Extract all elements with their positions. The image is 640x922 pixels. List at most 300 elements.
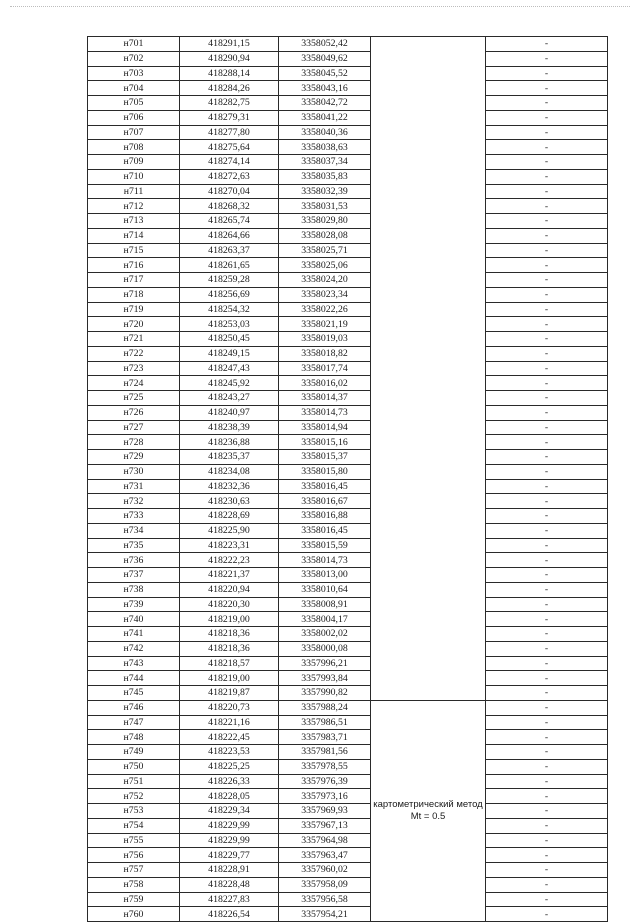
- point-number-cell: н737: [88, 568, 180, 583]
- table-row: [88, 597, 608, 612]
- table-row: [88, 818, 608, 833]
- x-coordinate-cell: 418259,28: [180, 273, 279, 288]
- y-coordinate-cell: 3358040,36: [279, 125, 371, 140]
- empty-value-cell: -: [486, 494, 608, 509]
- x-coordinate-cell: 418254,32: [180, 302, 279, 317]
- empty-value-cell: -: [486, 509, 608, 524]
- table-row: [88, 523, 608, 538]
- empty-value-cell: -: [486, 376, 608, 391]
- y-coordinate-cell: 3358015,16: [279, 435, 371, 450]
- y-coordinate-cell: 3358032,39: [279, 184, 371, 199]
- empty-value-cell: -: [486, 848, 608, 863]
- empty-value-cell: -: [486, 96, 608, 111]
- empty-value-cell: -: [486, 450, 608, 465]
- table-row: [88, 125, 608, 140]
- point-number-cell: н728: [88, 435, 180, 450]
- y-coordinate-cell: 3358052,42: [279, 37, 371, 52]
- table-row: [88, 479, 608, 494]
- y-coordinate-cell: 3358014,37: [279, 391, 371, 406]
- table-row: [88, 494, 608, 509]
- table-row: [88, 538, 608, 553]
- x-coordinate-cell: 418220,94: [180, 582, 279, 597]
- y-coordinate-cell: 3358035,83: [279, 169, 371, 184]
- x-coordinate-cell: 418228,69: [180, 509, 279, 524]
- table-row: [88, 774, 608, 789]
- point-number-cell: н722: [88, 346, 180, 361]
- y-coordinate-cell: 3358016,45: [279, 523, 371, 538]
- x-coordinate-cell: 418268,32: [180, 199, 279, 214]
- table-row: [88, 184, 608, 199]
- y-coordinate-cell: 3357996,21: [279, 656, 371, 671]
- x-coordinate-cell: 418282,75: [180, 96, 279, 111]
- x-coordinate-cell: 418250,45: [180, 332, 279, 347]
- table-row: [88, 287, 608, 302]
- table-row: [88, 656, 608, 671]
- point-number-cell: н759: [88, 892, 180, 907]
- empty-value-cell: -: [486, 745, 608, 760]
- x-coordinate-cell: 418229,77: [180, 848, 279, 863]
- table-row: [88, 317, 608, 332]
- empty-value-cell: -: [486, 892, 608, 907]
- x-coordinate-cell: 418223,31: [180, 538, 279, 553]
- y-coordinate-cell: 3358016,02: [279, 376, 371, 391]
- x-coordinate-cell: 418288,14: [180, 66, 279, 81]
- empty-value-cell: -: [486, 789, 608, 804]
- empty-value-cell: -: [486, 833, 608, 848]
- table-row: [88, 376, 608, 391]
- table-row: [88, 509, 608, 524]
- y-coordinate-cell: 3358025,71: [279, 243, 371, 258]
- point-number-cell: н731: [88, 479, 180, 494]
- empty-value-cell: -: [486, 37, 608, 52]
- y-coordinate-cell: 3357993,84: [279, 671, 371, 686]
- empty-value-cell: -: [486, 228, 608, 243]
- empty-value-cell: -: [486, 51, 608, 66]
- x-coordinate-cell: 418222,23: [180, 553, 279, 568]
- y-coordinate-cell: 3358031,53: [279, 199, 371, 214]
- empty-value-cell: -: [486, 66, 608, 81]
- point-number-cell: н703: [88, 66, 180, 81]
- table-row: [88, 568, 608, 583]
- point-number-cell: н752: [88, 789, 180, 804]
- y-coordinate-cell: 3358016,67: [279, 494, 371, 509]
- table-row: [88, 155, 608, 170]
- empty-value-cell: -: [486, 391, 608, 406]
- y-coordinate-cell: 3358029,80: [279, 214, 371, 229]
- empty-value-cell: -: [486, 273, 608, 288]
- table-row: [88, 464, 608, 479]
- point-number-cell: н743: [88, 656, 180, 671]
- scan-artifact-line: [10, 6, 630, 11]
- empty-value-cell: -: [486, 538, 608, 553]
- empty-value-cell: -: [486, 656, 608, 671]
- table-row: [88, 715, 608, 730]
- method-cell-lower: [371, 700, 486, 921]
- empty-value-cell: -: [486, 612, 608, 627]
- point-number-cell: н741: [88, 627, 180, 642]
- y-coordinate-cell: 3358016,45: [279, 479, 371, 494]
- x-coordinate-cell: 418229,99: [180, 833, 279, 848]
- y-coordinate-cell: 3358004,17: [279, 612, 371, 627]
- point-number-cell: н723: [88, 361, 180, 376]
- empty-value-cell: -: [486, 169, 608, 184]
- table-row: [88, 140, 608, 155]
- y-coordinate-cell: 3358045,52: [279, 66, 371, 81]
- table-row: [88, 361, 608, 376]
- y-coordinate-cell: 3358015,59: [279, 538, 371, 553]
- point-number-cell: н719: [88, 302, 180, 317]
- x-coordinate-cell: 418229,34: [180, 804, 279, 819]
- empty-value-cell: -: [486, 877, 608, 892]
- point-number-cell: н748: [88, 730, 180, 745]
- point-number-cell: н718: [88, 287, 180, 302]
- point-number-cell: н716: [88, 258, 180, 273]
- empty-value-cell: -: [486, 804, 608, 819]
- point-number-cell: н732: [88, 494, 180, 509]
- point-number-cell: н721: [88, 332, 180, 347]
- point-number-cell: н720: [88, 317, 180, 332]
- point-number-cell: н701: [88, 37, 180, 52]
- x-coordinate-cell: 418235,37: [180, 450, 279, 465]
- y-coordinate-cell: 3358025,06: [279, 258, 371, 273]
- x-coordinate-cell: 418219,87: [180, 686, 279, 701]
- point-number-cell: н734: [88, 523, 180, 538]
- coordinates-table-body: [88, 37, 608, 922]
- empty-value-cell: -: [486, 155, 608, 170]
- table-row: [88, 627, 608, 642]
- x-coordinate-cell: 418220,30: [180, 597, 279, 612]
- empty-value-cell: -: [486, 730, 608, 745]
- empty-value-cell: -: [486, 464, 608, 479]
- point-number-cell: н724: [88, 376, 180, 391]
- point-number-cell: н744: [88, 671, 180, 686]
- table-row: [88, 96, 608, 111]
- table-row: [88, 243, 608, 258]
- empty-value-cell: -: [486, 715, 608, 730]
- method-cell-upper: [371, 37, 486, 701]
- table-row: [88, 686, 608, 701]
- y-coordinate-cell: 3358043,16: [279, 81, 371, 96]
- empty-value-cell: -: [486, 243, 608, 258]
- coordinates-table: [87, 36, 608, 922]
- x-coordinate-cell: 418274,14: [180, 155, 279, 170]
- point-number-cell: н740: [88, 612, 180, 627]
- empty-value-cell: -: [486, 553, 608, 568]
- x-coordinate-cell: 418219,00: [180, 671, 279, 686]
- y-coordinate-cell: 3358037,34: [279, 155, 371, 170]
- point-number-cell: н753: [88, 804, 180, 819]
- y-coordinate-cell: 3358010,64: [279, 582, 371, 597]
- y-coordinate-cell: 3357976,39: [279, 774, 371, 789]
- table-row: [88, 730, 608, 745]
- x-coordinate-cell: 418232,36: [180, 479, 279, 494]
- table-row: [88, 169, 608, 184]
- table-row: [88, 110, 608, 125]
- x-coordinate-cell: 418221,37: [180, 568, 279, 583]
- point-number-cell: н714: [88, 228, 180, 243]
- x-coordinate-cell: 418264,66: [180, 228, 279, 243]
- x-coordinate-cell: 418228,05: [180, 789, 279, 804]
- empty-value-cell: -: [486, 405, 608, 420]
- y-coordinate-cell: 3358015,80: [279, 464, 371, 479]
- x-coordinate-cell: 418226,54: [180, 907, 279, 922]
- y-coordinate-cell: 3358014,73: [279, 553, 371, 568]
- point-number-cell: н730: [88, 464, 180, 479]
- table-row: [88, 700, 608, 715]
- empty-value-cell: -: [486, 568, 608, 583]
- x-coordinate-cell: 418256,69: [180, 287, 279, 302]
- point-number-cell: н738: [88, 582, 180, 597]
- table-row: [88, 641, 608, 656]
- point-number-cell: н710: [88, 169, 180, 184]
- y-coordinate-cell: 3358014,73: [279, 405, 371, 420]
- point-number-cell: н709: [88, 155, 180, 170]
- empty-value-cell: -: [486, 774, 608, 789]
- empty-value-cell: -: [486, 184, 608, 199]
- y-coordinate-cell: 3357958,09: [279, 877, 371, 892]
- x-coordinate-cell: 418227,83: [180, 892, 279, 907]
- empty-value-cell: -: [486, 110, 608, 125]
- empty-value-cell: -: [486, 214, 608, 229]
- table-row: [88, 833, 608, 848]
- table-row: [88, 346, 608, 361]
- empty-value-cell: -: [486, 479, 608, 494]
- table-row: [88, 804, 608, 819]
- point-number-cell: н704: [88, 81, 180, 96]
- x-coordinate-cell: 418245,92: [180, 376, 279, 391]
- x-coordinate-cell: 418228,91: [180, 863, 279, 878]
- table-row: [88, 671, 608, 686]
- x-coordinate-cell: 418223,53: [180, 745, 279, 760]
- empty-value-cell: -: [486, 582, 608, 597]
- empty-value-cell: -: [486, 317, 608, 332]
- point-number-cell: н713: [88, 214, 180, 229]
- y-coordinate-cell: 3358002,02: [279, 627, 371, 642]
- table-row: [88, 582, 608, 597]
- x-coordinate-cell: 418275,64: [180, 140, 279, 155]
- y-coordinate-cell: 3357990,82: [279, 686, 371, 701]
- y-coordinate-cell: 3358041,22: [279, 110, 371, 125]
- x-coordinate-cell: 418253,03: [180, 317, 279, 332]
- table-row: [88, 863, 608, 878]
- empty-value-cell: -: [486, 435, 608, 450]
- table-row: [88, 37, 608, 52]
- y-coordinate-cell: 3358042,72: [279, 96, 371, 111]
- table-row: [88, 214, 608, 229]
- table-row: [88, 228, 608, 243]
- y-coordinate-cell: 3358028,08: [279, 228, 371, 243]
- x-coordinate-cell: 418263,37: [180, 243, 279, 258]
- table-row: [88, 81, 608, 96]
- empty-value-cell: -: [486, 523, 608, 538]
- point-number-cell: н749: [88, 745, 180, 760]
- point-number-cell: н711: [88, 184, 180, 199]
- point-number-cell: н758: [88, 877, 180, 892]
- table-row: [88, 435, 608, 450]
- point-number-cell: н725: [88, 391, 180, 406]
- table-row: [88, 877, 608, 892]
- x-coordinate-cell: 418229,99: [180, 818, 279, 833]
- empty-value-cell: -: [486, 686, 608, 701]
- y-coordinate-cell: 3358017,74: [279, 361, 371, 376]
- table-row: [88, 553, 608, 568]
- y-coordinate-cell: 3358019,03: [279, 332, 371, 347]
- table-row: [88, 848, 608, 863]
- x-coordinate-cell: 418279,31: [180, 110, 279, 125]
- point-number-cell: н751: [88, 774, 180, 789]
- x-coordinate-cell: 418226,33: [180, 774, 279, 789]
- y-coordinate-cell: 3358038,63: [279, 140, 371, 155]
- x-coordinate-cell: 418230,63: [180, 494, 279, 509]
- x-coordinate-cell: 418228,48: [180, 877, 279, 892]
- y-coordinate-cell: 3357967,13: [279, 818, 371, 833]
- point-number-cell: н755: [88, 833, 180, 848]
- table-row: [88, 759, 608, 774]
- empty-value-cell: -: [486, 641, 608, 656]
- x-coordinate-cell: 418240,97: [180, 405, 279, 420]
- x-coordinate-cell: 418218,57: [180, 656, 279, 671]
- table-row: [88, 450, 608, 465]
- point-number-cell: н705: [88, 96, 180, 111]
- empty-value-cell: -: [486, 81, 608, 96]
- point-number-cell: н745: [88, 686, 180, 701]
- empty-value-cell: -: [486, 700, 608, 715]
- point-number-cell: н729: [88, 450, 180, 465]
- point-number-cell: н757: [88, 863, 180, 878]
- table-row: [88, 907, 608, 922]
- point-number-cell: н754: [88, 818, 180, 833]
- empty-value-cell: -: [486, 597, 608, 612]
- y-coordinate-cell: 3357988,24: [279, 700, 371, 715]
- point-number-cell: н747: [88, 715, 180, 730]
- x-coordinate-cell: 418291,15: [180, 37, 279, 52]
- empty-value-cell: -: [486, 420, 608, 435]
- empty-value-cell: -: [486, 361, 608, 376]
- table-row: [88, 51, 608, 66]
- y-coordinate-cell: 3358018,82: [279, 346, 371, 361]
- empty-value-cell: -: [486, 199, 608, 214]
- y-coordinate-cell: 3358015,37: [279, 450, 371, 465]
- y-coordinate-cell: 3357954,21: [279, 907, 371, 922]
- x-coordinate-cell: 418249,15: [180, 346, 279, 361]
- table-row: [88, 420, 608, 435]
- y-coordinate-cell: 3358014,94: [279, 420, 371, 435]
- y-coordinate-cell: 3357956,58: [279, 892, 371, 907]
- y-coordinate-cell: 3357964,98: [279, 833, 371, 848]
- point-number-cell: н708: [88, 140, 180, 155]
- y-coordinate-cell: 3358024,20: [279, 273, 371, 288]
- x-coordinate-cell: 418225,90: [180, 523, 279, 538]
- empty-value-cell: -: [486, 818, 608, 833]
- table-row: [88, 789, 608, 804]
- x-coordinate-cell: 418225,25: [180, 759, 279, 774]
- empty-value-cell: -: [486, 863, 608, 878]
- x-coordinate-cell: 418265,74: [180, 214, 279, 229]
- x-coordinate-cell: 418234,08: [180, 464, 279, 479]
- empty-value-cell: -: [486, 671, 608, 686]
- point-number-cell: н715: [88, 243, 180, 258]
- table-row: [88, 745, 608, 760]
- y-coordinate-cell: 3357981,56: [279, 745, 371, 760]
- x-coordinate-cell: 418236,88: [180, 435, 279, 450]
- y-coordinate-cell: 3358021,19: [279, 317, 371, 332]
- empty-value-cell: -: [486, 332, 608, 347]
- table-row: [88, 258, 608, 273]
- y-coordinate-cell: 3357960,02: [279, 863, 371, 878]
- y-coordinate-cell: 3358013,00: [279, 568, 371, 583]
- point-number-cell: н739: [88, 597, 180, 612]
- x-coordinate-cell: 418284,26: [180, 81, 279, 96]
- x-coordinate-cell: 418261,65: [180, 258, 279, 273]
- y-coordinate-cell: 3358022,26: [279, 302, 371, 317]
- table-row: [88, 332, 608, 347]
- x-coordinate-cell: 418219,00: [180, 612, 279, 627]
- x-coordinate-cell: 418220,73: [180, 700, 279, 715]
- table-row: [88, 199, 608, 214]
- y-coordinate-cell: 3358008,91: [279, 597, 371, 612]
- x-coordinate-cell: 418272,63: [180, 169, 279, 184]
- point-number-cell: н717: [88, 273, 180, 288]
- table-row: [88, 273, 608, 288]
- table-row: [88, 612, 608, 627]
- point-number-cell: н726: [88, 405, 180, 420]
- y-coordinate-cell: 3358049,62: [279, 51, 371, 66]
- empty-value-cell: -: [486, 302, 608, 317]
- point-number-cell: н727: [88, 420, 180, 435]
- x-coordinate-cell: 418290,94: [180, 51, 279, 66]
- table-row: [88, 391, 608, 406]
- empty-value-cell: -: [486, 346, 608, 361]
- point-number-cell: н735: [88, 538, 180, 553]
- table-row: [88, 302, 608, 317]
- x-coordinate-cell: 418277,80: [180, 125, 279, 140]
- empty-value-cell: -: [486, 627, 608, 642]
- y-coordinate-cell: 3358016,88: [279, 509, 371, 524]
- point-number-cell: н736: [88, 553, 180, 568]
- point-number-cell: н712: [88, 199, 180, 214]
- x-coordinate-cell: 418270,04: [180, 184, 279, 199]
- y-coordinate-cell: 3357978,55: [279, 759, 371, 774]
- x-coordinate-cell: 418243,27: [180, 391, 279, 406]
- x-coordinate-cell: 418247,43: [180, 361, 279, 376]
- point-number-cell: н733: [88, 509, 180, 524]
- x-coordinate-cell: 418218,36: [180, 641, 279, 656]
- x-coordinate-cell: 418218,36: [180, 627, 279, 642]
- method-description: картометрический метод Mt = 0.5: [373, 798, 483, 822]
- point-number-cell: н707: [88, 125, 180, 140]
- empty-value-cell: -: [486, 258, 608, 273]
- point-number-cell: н702: [88, 51, 180, 66]
- x-coordinate-cell: 418238,39: [180, 420, 279, 435]
- empty-value-cell: -: [486, 907, 608, 922]
- point-number-cell: н742: [88, 641, 180, 656]
- table-row: [88, 405, 608, 420]
- empty-value-cell: -: [486, 125, 608, 140]
- y-coordinate-cell: 3357986,51: [279, 715, 371, 730]
- empty-value-cell: -: [486, 759, 608, 774]
- point-number-cell: н750: [88, 759, 180, 774]
- point-number-cell: н756: [88, 848, 180, 863]
- y-coordinate-cell: 3357973,16: [279, 789, 371, 804]
- y-coordinate-cell: 3358023,34: [279, 287, 371, 302]
- y-coordinate-cell: 3358000,08: [279, 641, 371, 656]
- table-row: [88, 66, 608, 81]
- x-coordinate-cell: 418221,16: [180, 715, 279, 730]
- empty-value-cell: -: [486, 140, 608, 155]
- y-coordinate-cell: 3357969,93: [279, 804, 371, 819]
- point-number-cell: н746: [88, 700, 180, 715]
- x-coordinate-cell: 418222,45: [180, 730, 279, 745]
